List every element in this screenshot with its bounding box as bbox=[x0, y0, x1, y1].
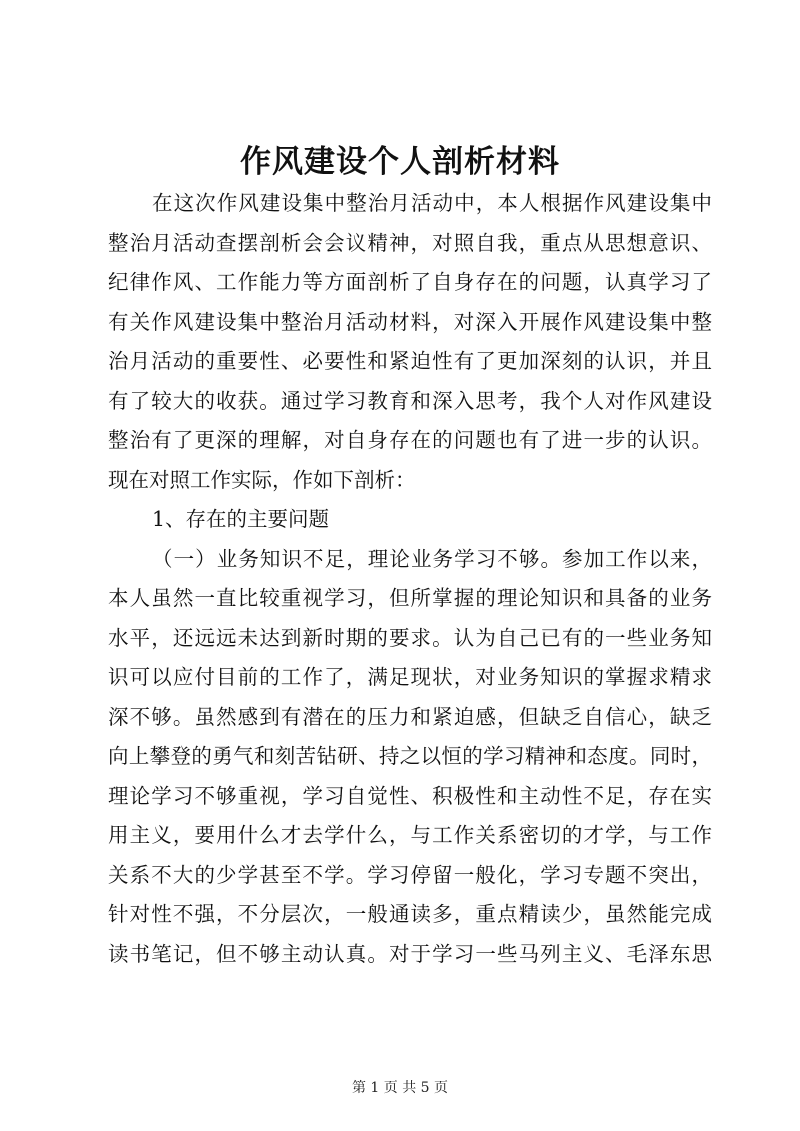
paragraph-line: 针对性不强，不分层次，一般通读多，重点精读少，虽然能完成 bbox=[108, 902, 712, 926]
paragraph-line: 现在对照工作实际，作如下剖析： bbox=[108, 467, 416, 492]
paragraph-line: 用主义，要用什么才去学什么，与工作关系密切的才学，与工作 bbox=[108, 823, 712, 847]
paragraph-line: 有了较大的收获。通过学习教育和深入思考，我个人对作风建设 bbox=[108, 388, 712, 413]
paragraph-line: 有关作风建设集中整治月活动材料，对深入开展作风建设集中整 bbox=[108, 309, 712, 334]
paragraph-line: 本人虽然一直比较重视学习，但所掌握的理论知识和具备的业务 bbox=[108, 586, 712, 610]
paragraph-line: 整治月活动查摆剖析会会议精神，对照自我，重点从思想意识、 bbox=[108, 230, 712, 255]
paragraph-line: 纪律作风、工作能力等方面剖析了自身存在的问题，认真学习了 bbox=[108, 270, 712, 294]
paragraph-line: 深不够。虽然感到有潜在的压力和紧迫感，但缺乏自信心，缺乏 bbox=[108, 704, 712, 729]
paragraph-line: 治月活动的重要性、必要性和紧迫性有了更加深刻的认识，并且 bbox=[108, 349, 712, 373]
page-footer: 第 1 页 共 5 页 bbox=[351, 1080, 449, 1096]
paragraph-line: 识可以应付目前的工作了，满足现状，对业务知识的掌握求精求 bbox=[108, 665, 712, 689]
paragraph-line: 整治有了更深的理解，对自身存在的问题也有了进一步的认识。 bbox=[108, 428, 712, 452]
document-title: 作风建设个人剖析材料 bbox=[240, 144, 560, 180]
paragraph-line: 关系不大的少学甚至不学。学习停留一般化，学习专题不突出， bbox=[108, 862, 712, 887]
paragraph-line: 理论学习不够重视，学习自觉性、积极性和主动性不足，存在实 bbox=[108, 783, 712, 808]
document-body bbox=[108, 184, 712, 974]
section-heading: 1、存在的主要问题 bbox=[152, 507, 330, 531]
paragraph-line: 水平，还远远未达到新时期的要求。认为自己已有的一些业务知 bbox=[108, 625, 712, 650]
paragraph-line: 在这次作风建设集中整治月活动中，本人根据作风建设集中 bbox=[152, 191, 712, 215]
paragraph-line: 向上攀登的勇气和刻苦钻研、持之以恒的学习精神和态度。同时， bbox=[108, 744, 712, 768]
paragraph-line: 读书笔记，但不够主动认真。对于学习一些马列主义、毛泽东思 bbox=[108, 941, 712, 966]
paragraph-line: （一）业务知识不足，理论业务学习不够。参加工作以来， bbox=[152, 546, 712, 571]
